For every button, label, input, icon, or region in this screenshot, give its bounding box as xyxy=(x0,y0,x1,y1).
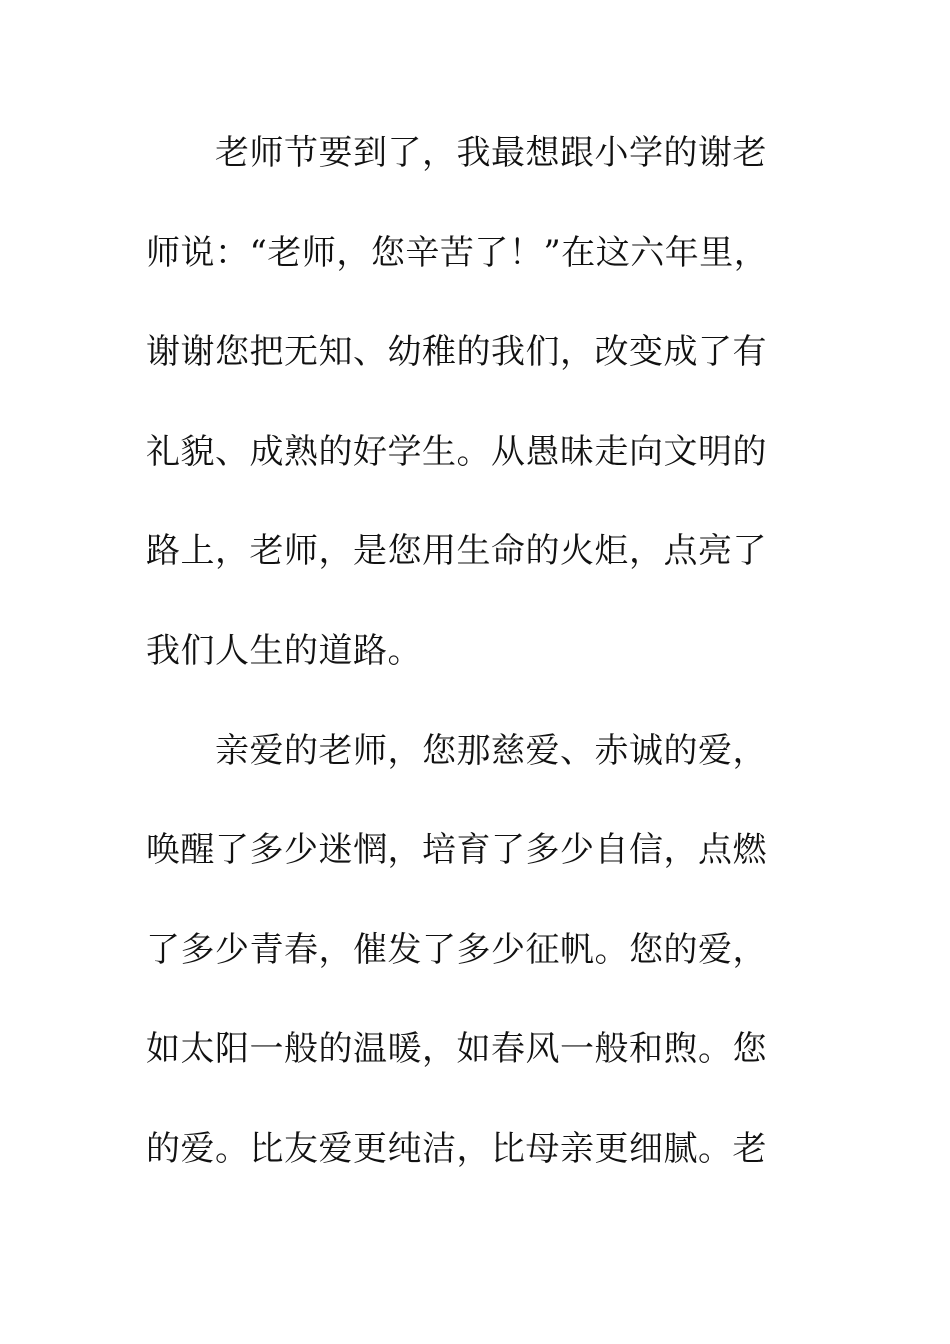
text-line: 唤醒了多少迷惘，培育了多少自信，点燃 xyxy=(146,830,767,871)
text-line: 亲爱的老师，您那慈爱、赤诚的爱， xyxy=(215,730,767,771)
text-line: 我们人生的道路。 xyxy=(146,630,422,671)
paragraph-1 xyxy=(146,122,806,720)
paragraph-2 xyxy=(146,720,806,1218)
text-line: 老师节要到了，我最想跟小学的谢老 xyxy=(215,133,767,173)
text-line: 的爱。比友爱更纯洁，比母亲更细腻。老 xyxy=(146,1128,767,1169)
text-line: 如太阳一般的温暖，如春风一般和煦。您 xyxy=(146,1029,767,1070)
text-line: 谢谢您把无知、幼稚的我们，改变成了有 xyxy=(146,332,767,373)
text-line: 礼貌、成熟的好学生。从愚昧走向文明的 xyxy=(146,431,767,472)
text-line: 师说：“老师，您辛苦了！”在这六年里， xyxy=(146,232,769,273)
text-line: 了多少青春，催发了多少征帆。您的爱， xyxy=(146,929,767,970)
text-line: 路上，老师，是您用生命的火炬，点亮了 xyxy=(146,531,767,572)
document-body xyxy=(146,122,806,1218)
